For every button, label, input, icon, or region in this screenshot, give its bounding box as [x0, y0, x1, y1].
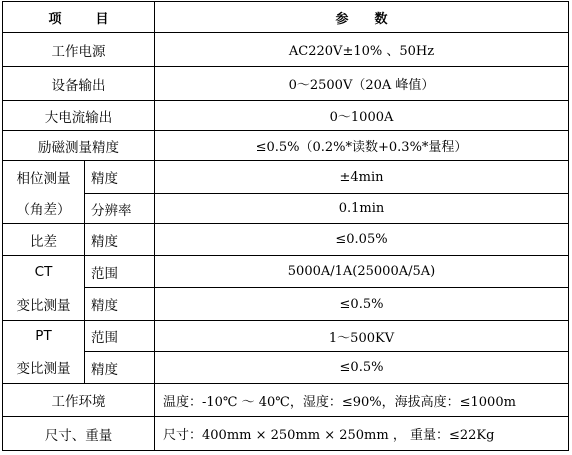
- header-item: [3, 2, 155, 33]
- pt-precision-label: 精度: [85, 352, 155, 384]
- pt-precision-value: ≤0.5%: [155, 352, 569, 384]
- phase-label-a: 相位测量: [3, 161, 85, 194]
- spec-table-wrapper: [2, 1, 569, 451]
- ct-range-label: 范围: [85, 256, 155, 288]
- row-ratio-diff: [3, 224, 569, 256]
- environment-value: 温度：-10℃ ～ 40℃，湿度：≤90%，海拔高度：≤1000m: [155, 384, 569, 417]
- pt-label-a: PT: [3, 321, 85, 352]
- header-param: [155, 2, 569, 33]
- row-output: [3, 67, 569, 101]
- ratio-diff-sub: 精度: [85, 224, 155, 256]
- ct-label-b: 变比测量: [3, 288, 85, 321]
- phase-precision-label: 精度: [85, 161, 155, 194]
- spec-table: [2, 1, 569, 451]
- current-label: 大电流输出: [3, 101, 155, 131]
- phase-resolution-value: 0.1min: [155, 194, 569, 224]
- ct-label-a: CT: [3, 256, 85, 288]
- row-power: [3, 33, 569, 67]
- size-value: 尺寸：400mm × 250mm × 250mm ， 重量：≤22Kg: [155, 417, 569, 451]
- header-param-char-1: 参: [335, 11, 349, 27]
- row-current: [3, 101, 569, 131]
- pt-label-b: 变比测量: [3, 352, 85, 384]
- header-item-char-1: 项: [48, 11, 62, 27]
- ct-range-value: 5000A/1A(25000A/5A): [155, 256, 569, 288]
- row-size: [3, 417, 569, 451]
- ct-precision-value: ≤0.5%: [155, 288, 569, 321]
- phase-resolution-label: 分辨率: [85, 194, 155, 224]
- row-ct-range: [3, 256, 569, 288]
- ratio-diff-label: 比差: [3, 224, 85, 256]
- phase-label-b: （角差）: [3, 194, 85, 224]
- row-excitation: [3, 131, 569, 161]
- environment-label: 工作环境: [3, 384, 155, 417]
- power-label: 工作电源: [3, 33, 155, 67]
- header-row: [3, 2, 569, 33]
- row-phase-resolution: [3, 194, 569, 224]
- ct-precision-label: 精度: [85, 288, 155, 321]
- row-phase-precision: [3, 161, 569, 194]
- pt-range-label: 范围: [85, 321, 155, 352]
- phase-precision-value: ±4min: [155, 161, 569, 194]
- excitation-value: ≤0.5%（0.2%*读数+0.3%*量程）: [155, 131, 569, 161]
- excitation-label: 励磁测量精度: [3, 131, 155, 161]
- header-param-char-2: 数: [374, 11, 388, 27]
- row-environment: [3, 384, 569, 417]
- ratio-diff-value: ≤0.05%: [155, 224, 569, 256]
- current-value: 0～1000A: [155, 101, 569, 131]
- row-pt-precision: [3, 352, 569, 384]
- size-label: 尺寸、重量: [3, 417, 155, 451]
- pt-range-value: 1～500KV: [155, 321, 569, 352]
- header-item-char-2: 目: [95, 11, 109, 27]
- output-label: 设备输出: [3, 67, 155, 101]
- output-value: 0～2500V（20A 峰值）: [155, 67, 569, 101]
- row-pt-range: [3, 321, 569, 352]
- power-value: AC220V±10% 、50Hz: [155, 33, 569, 67]
- row-ct-precision: [3, 288, 569, 321]
